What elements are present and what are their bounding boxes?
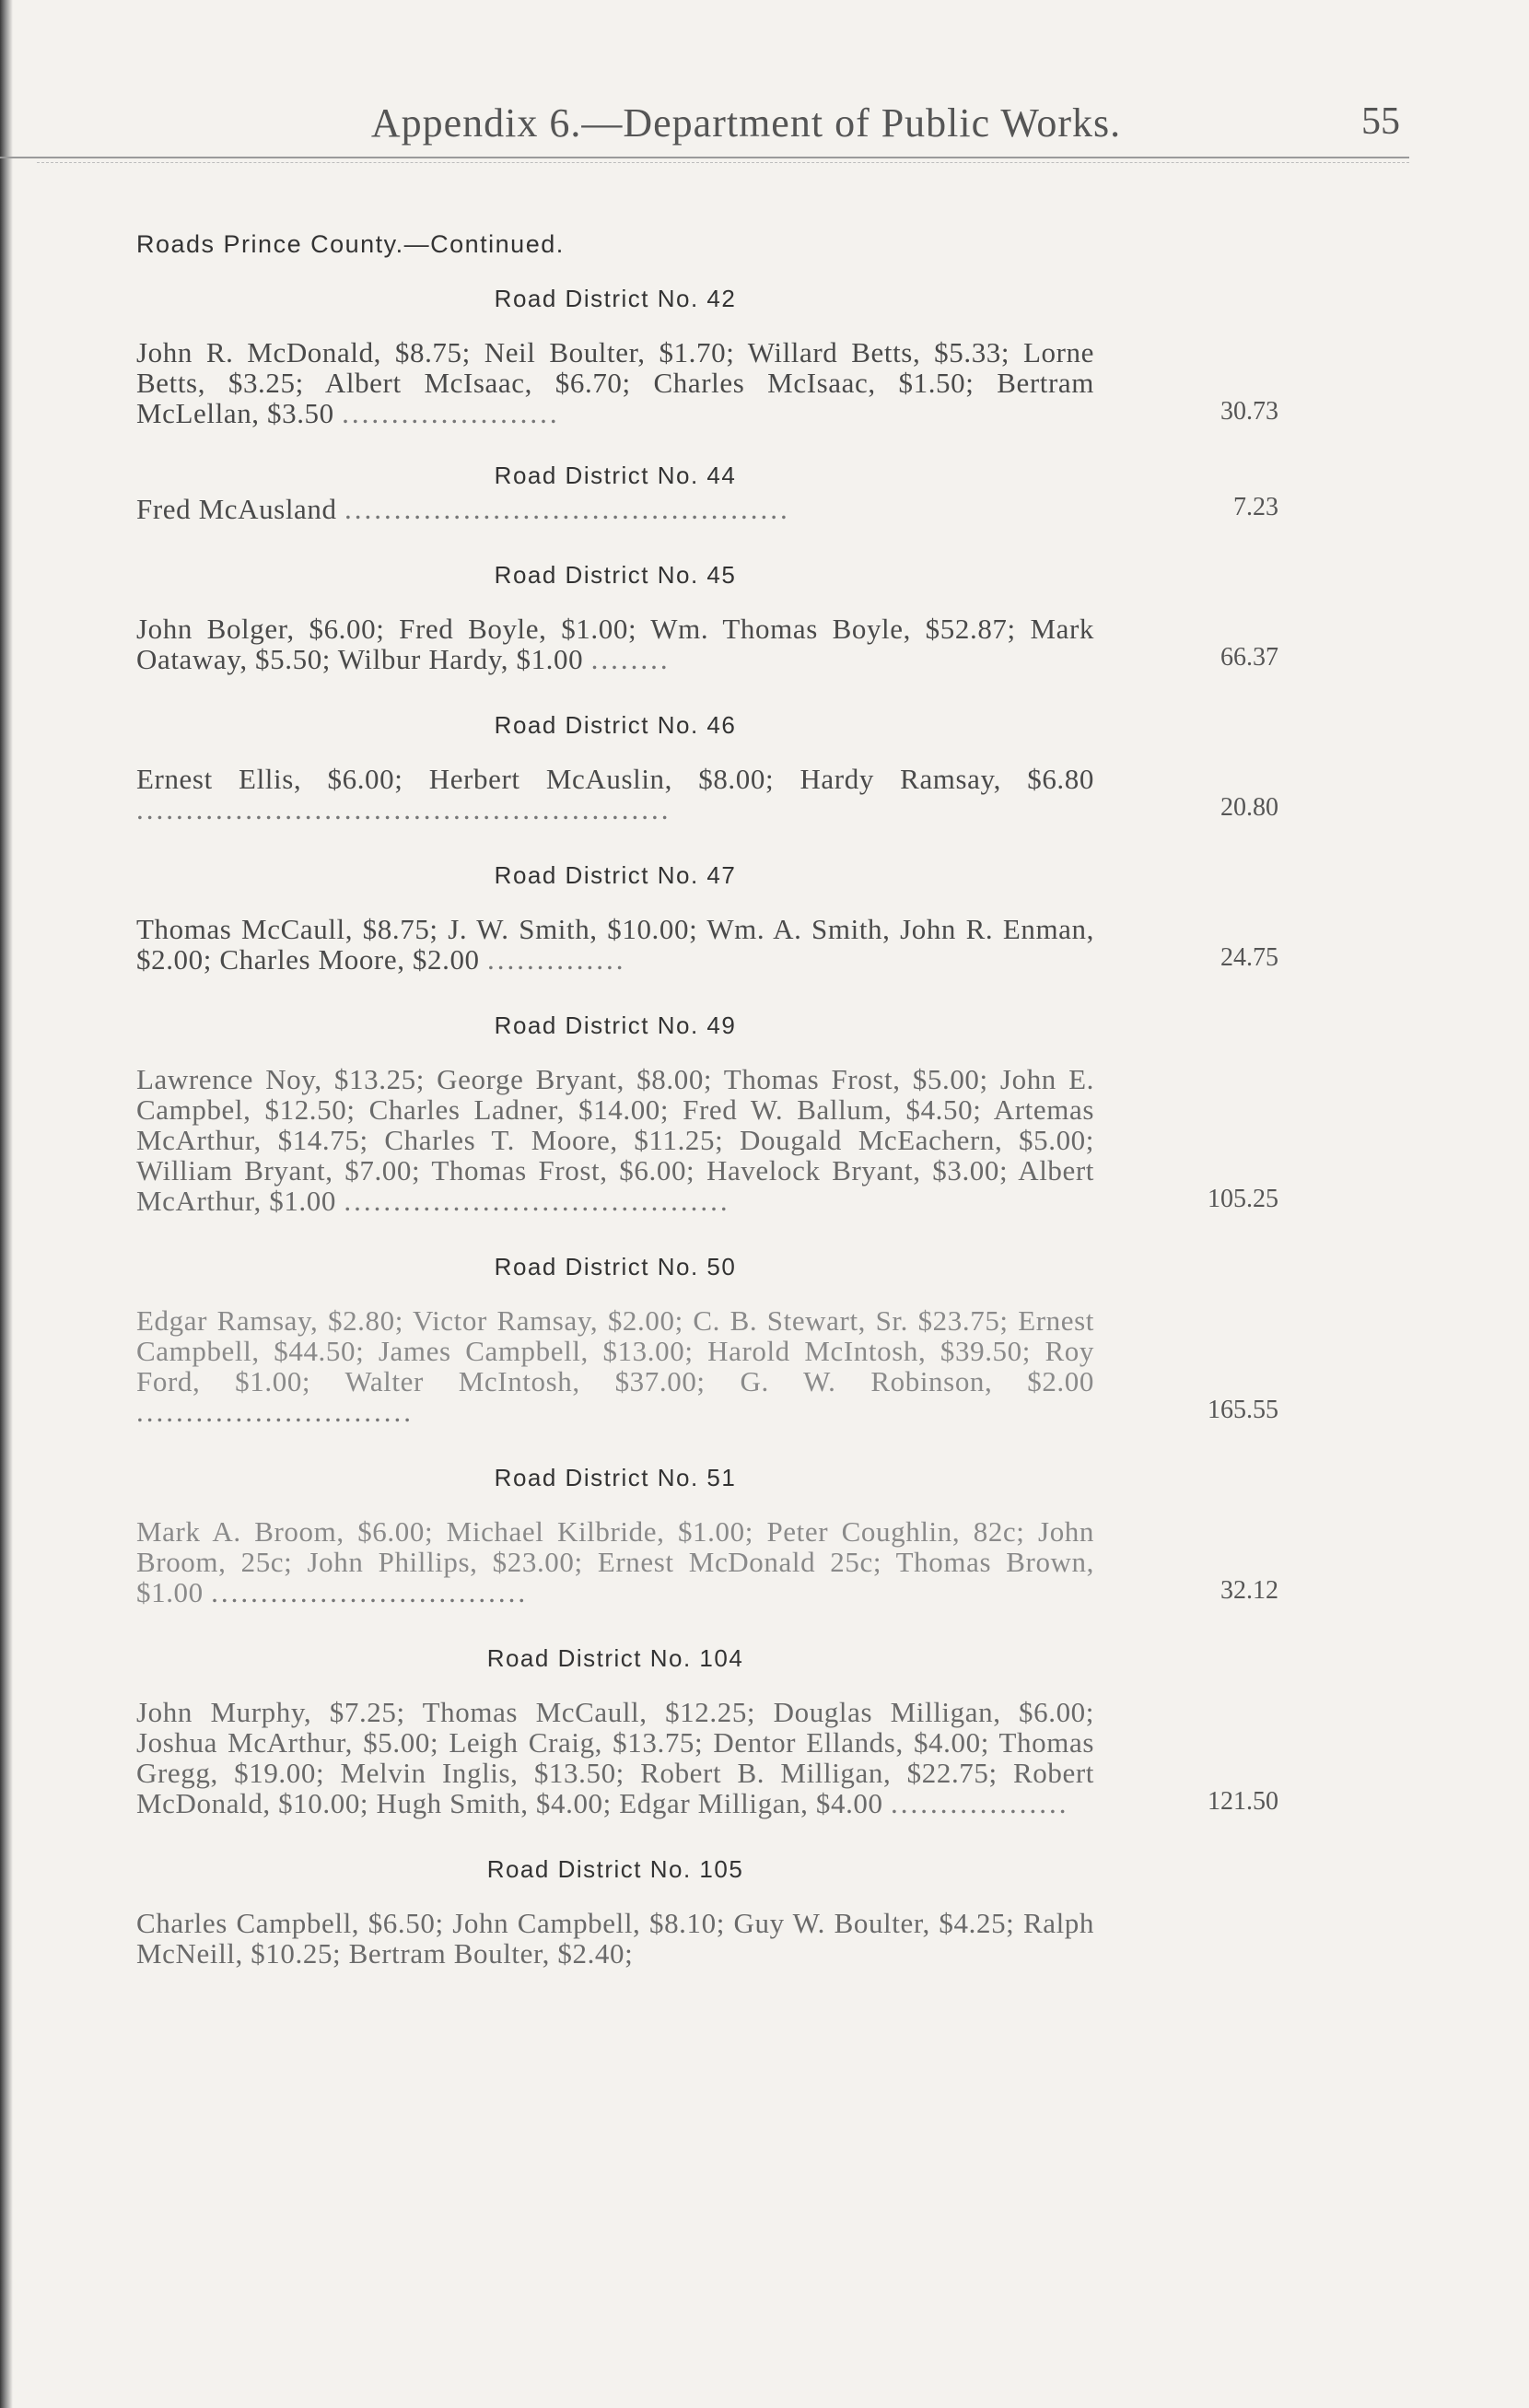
district-heading: Road District No. 50 — [494, 1253, 737, 1280]
district-entry — [136, 1697, 1278, 1818]
district-entry — [136, 494, 1278, 524]
district-total: 7.23 — [1233, 493, 1278, 521]
dot-leader: ...................................................... — [136, 793, 671, 825]
dot-leader: ............................................. — [344, 493, 790, 525]
payment-list — [136, 494, 1094, 524]
district-total: 20.80 — [1220, 793, 1278, 822]
payment-text: Edgar Ramsay, $2.80; Victor Ramsay, $2.00; C. B. Stewart, Sr. $23.75; Ernest Campbell, $44.50; James Campbell, $13.00; Harold McIntosh, $39.50; Roy Ford, $1.00; Walter McIntosh, $37.00; G. W. Robinson, $2.00 — [136, 1304, 1094, 1397]
payment-text: Charles Campbell, $6.50; John Campbell, $8.10; Guy W. Boulter, $4.25; Ralph McNeill, $10.25; Bertram Boulter, $2.40; — [136, 1907, 1094, 1970]
district-total: 105.25 — [1208, 1185, 1278, 1213]
payment-list — [136, 764, 1094, 824]
district-block-46 — [136, 711, 1278, 824]
district-entry — [136, 1516, 1278, 1607]
district-entry — [136, 764, 1278, 824]
district-total: 24.75 — [1220, 943, 1278, 972]
payment-list — [136, 1908, 1094, 1969]
payment-list — [136, 914, 1094, 975]
district-block-44 — [136, 462, 1278, 524]
district-total: 165.55 — [1208, 1396, 1278, 1424]
district-entry — [136, 614, 1278, 674]
district-heading: Road District No. 49 — [494, 1011, 737, 1039]
payment-text: Ernest Ellis, $6.00; Herbert McAuslin, $8.00; Hardy Ramsay, $6.80 — [136, 763, 1094, 795]
district-heading: Road District No. 51 — [494, 1464, 737, 1491]
dot-leader: ...................... — [342, 397, 560, 429]
district-block-104 — [136, 1644, 1278, 1818]
dot-leader: ........ — [590, 643, 671, 675]
payment-text: John R. McDonald, $8.75; Neil Boulter, $1.70; Willard Betts, $5.33; Lorne Betts, $3.25; Albert McIsaac, $6.70; Charles McIsaac, $1.50; Bertram McLellan, $3.50 — [136, 336, 1094, 429]
dot-leader: ................................ — [211, 1576, 529, 1608]
payment-text: Mark A. Broom, $6.00; Michael Kilbride, $1.00; Peter Coughlin, 82c; John Broom, 25c; John Phillips, $23.00; Ernest McDonald 25c; Thomas Brown, $1.00 — [136, 1515, 1094, 1608]
payment-list — [136, 337, 1094, 428]
dot-leader: ............................ — [136, 1396, 414, 1428]
district-heading: Road District No. 45 — [494, 561, 737, 589]
header-rule — [0, 157, 1409, 158]
district-block-42 — [136, 285, 1278, 428]
district-entry — [136, 914, 1278, 975]
district-heading: Road District No. 44 — [494, 462, 737, 489]
district-entry — [136, 1908, 1278, 1969]
district-heading: Road District No. 46 — [494, 711, 737, 739]
payment-text: John Bolger, $6.00; Fred Boyle, $1.00; Wm. Thomas Boyle, $52.87; Mark Oataway, $5.50; Wilbur Hardy, $1.00 — [136, 613, 1094, 675]
dot-leader: .................. — [890, 1787, 1069, 1819]
running-title: Appendix 6.—Department of Public Works. — [370, 100, 1122, 146]
running-head — [0, 99, 1529, 164]
binding-edge — [0, 0, 13, 2408]
district-total: 30.73 — [1220, 397, 1278, 426]
dot-leader: ....................................... — [344, 1185, 730, 1217]
payment-list — [136, 1305, 1094, 1427]
district-entry — [136, 1305, 1278, 1427]
payment-text: Lawrence Noy, $13.25; George Bryant, $8.00; Thomas Frost, $5.00; John E. Campbel, $12.50; Charles Ladner, $14.00; Fred W. Ballum, $4.50; Artemas McArthur, $14.75; Charles T. Moore, $11.25; Dougald McEachern, $5.00; William Bryant, $7.00; Thomas Frost, $6.00; Havelock Bryant, $3.00; Albert McArthur, $1.00 — [136, 1063, 1094, 1217]
district-heading: Road District No. 42 — [494, 285, 737, 312]
section-title: Roads Prince County.—Continued. — [136, 230, 565, 258]
payment-text: Fred McAusland — [136, 493, 337, 525]
district-heading: Road District No. 105 — [486, 1855, 744, 1883]
payment-text: Thomas McCaull, $8.75; J. W. Smith, $10.00; Wm. A. Smith, John R. Enman, $2.00; Charles Moore, $2.00 — [136, 913, 1094, 976]
district-block-47 — [136, 861, 1278, 975]
payment-list — [136, 1064, 1094, 1216]
page-number: 55 — [1361, 100, 1400, 143]
district-total: 66.37 — [1220, 643, 1278, 672]
payment-list — [136, 1697, 1094, 1818]
header-rule-secondary — [37, 162, 1409, 163]
district-heading: Road District No. 47 — [494, 861, 737, 889]
district-heading: Road District No. 104 — [486, 1644, 744, 1672]
district-block-51 — [136, 1464, 1278, 1607]
district-block-50 — [136, 1253, 1278, 1427]
payment-list — [136, 1516, 1094, 1607]
payment-text: John Murphy, $7.25; Thomas McCaull, $12.25; Douglas Milligan, $6.00; Joshua McArthur, $5.00; Leigh Craig, $13.75; Dentor Ellands, $4.00; Thomas Gregg, $19.00; Melvin Inglis, $13.50; Robert B. Milligan, $22.75; Robert McDonald, $10.00; Hugh Smith, $4.00; Edgar Milligan, $4.00 — [136, 1696, 1094, 1819]
district-block-49 — [136, 1011, 1278, 1216]
district-total: 121.50 — [1208, 1787, 1278, 1816]
payment-list — [136, 614, 1094, 674]
page-content — [136, 230, 1278, 2005]
district-block-45 — [136, 561, 1278, 674]
district-entry — [136, 337, 1278, 428]
dot-leader: .............. — [487, 943, 626, 976]
district-block-105 — [136, 1855, 1278, 1969]
district-total: 32.12 — [1220, 1576, 1278, 1605]
district-entry — [136, 1064, 1278, 1216]
